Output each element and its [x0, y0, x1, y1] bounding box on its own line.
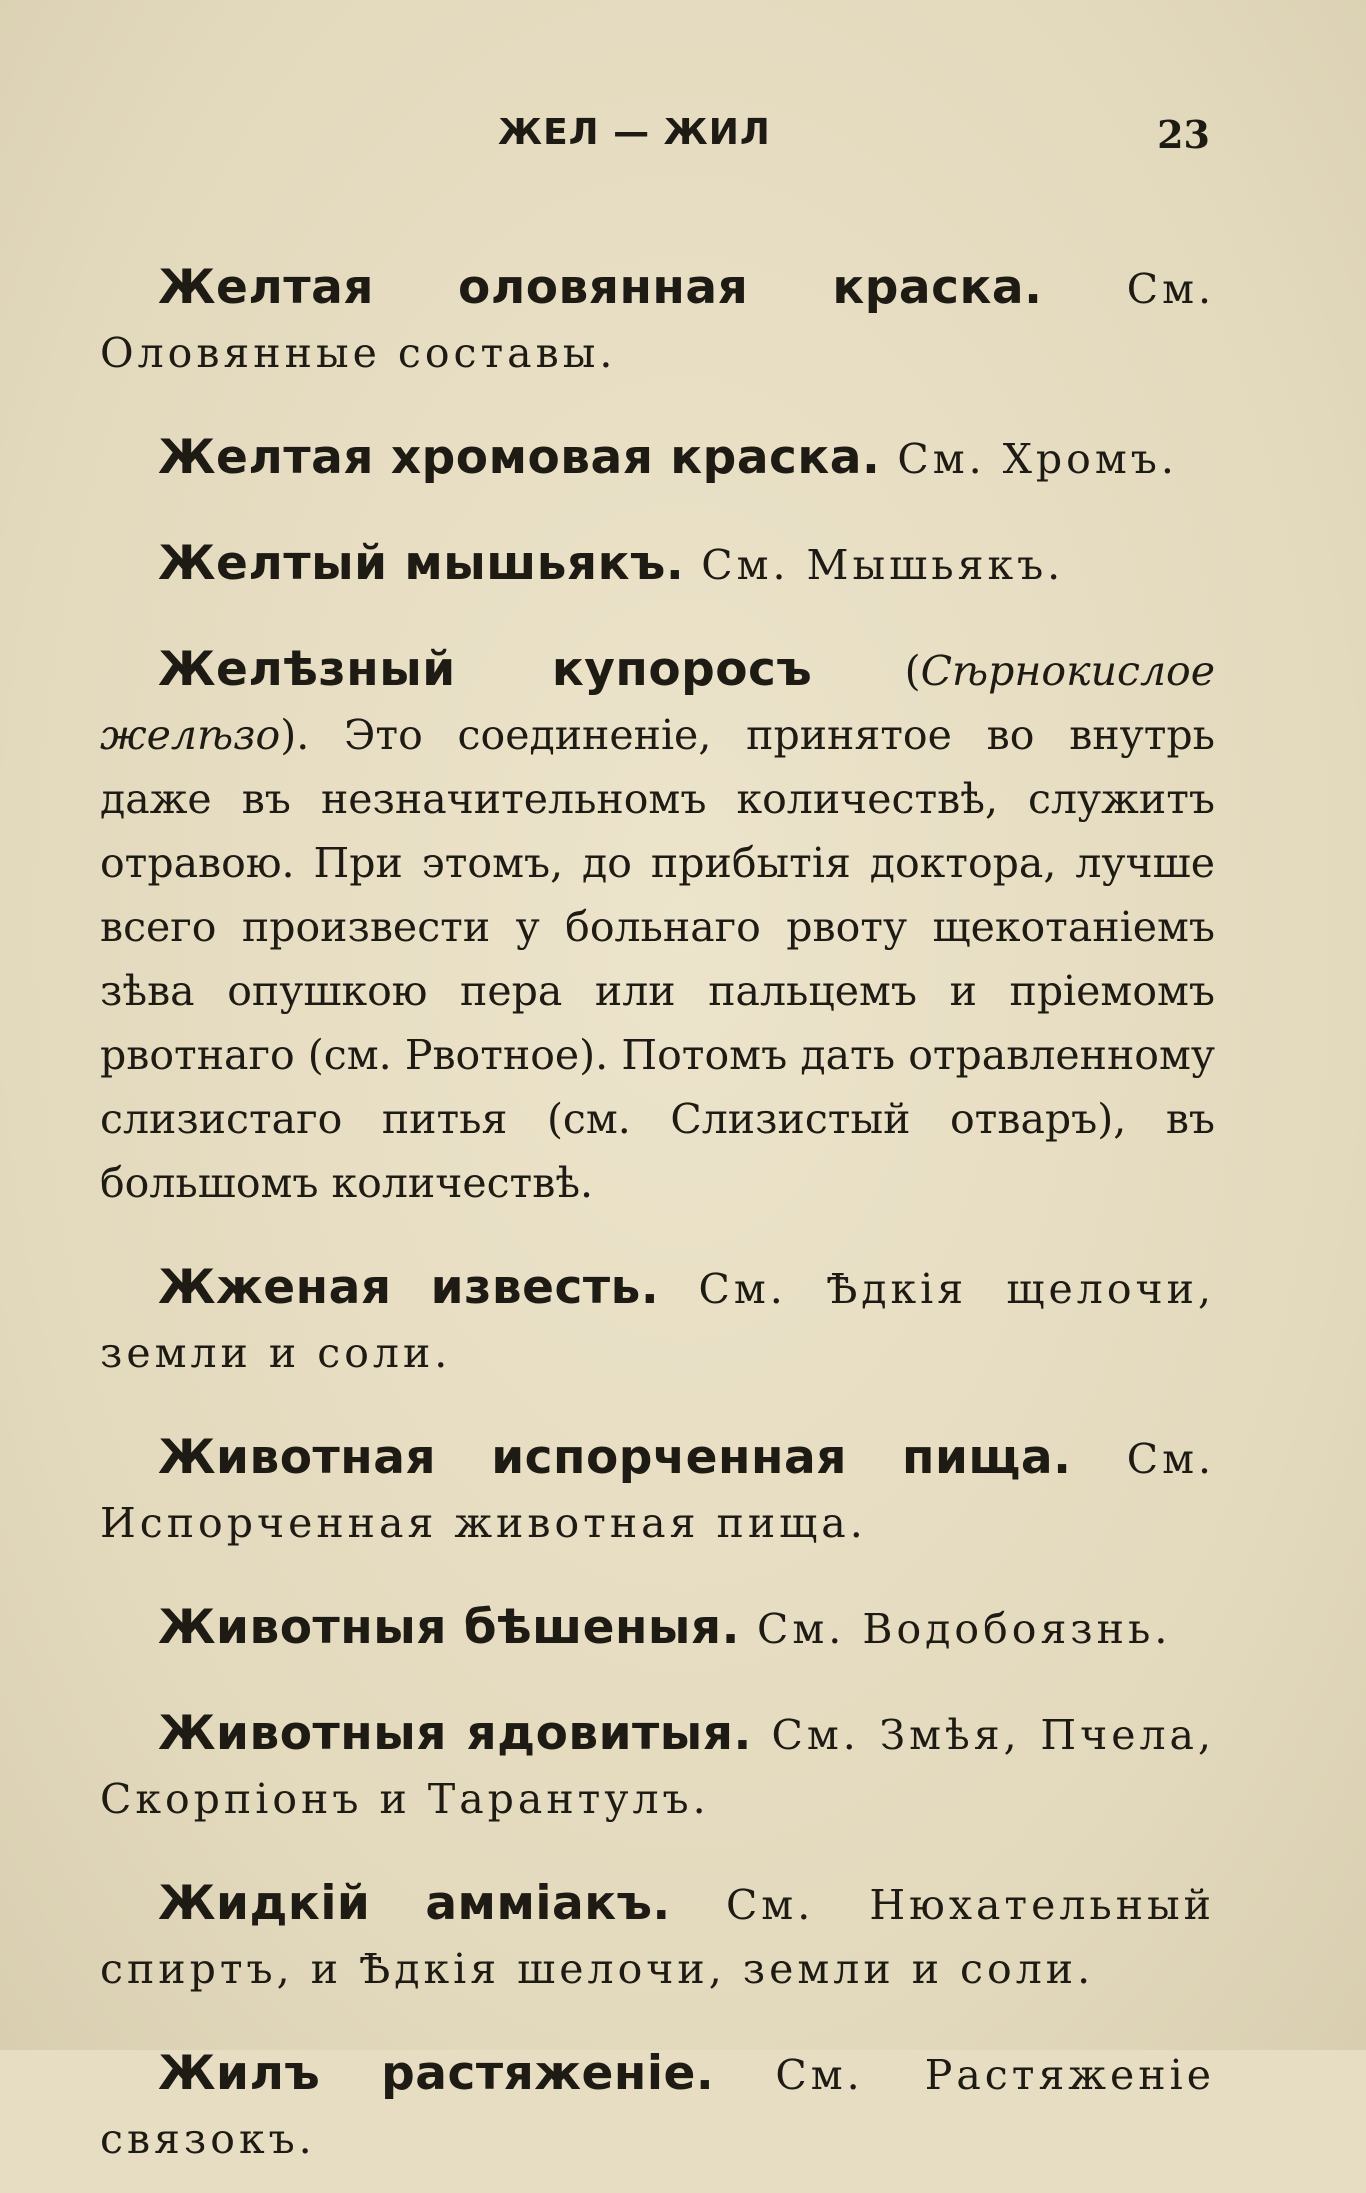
entry-text: См. Растяженіе связокъ. — [100, 2051, 1215, 2163]
entry-headword: Желтая оловянная краска. — [158, 260, 1043, 315]
entry-headword: Жженая известь. — [158, 1260, 660, 1315]
entry-text: См. Змѣя, Пчела, Скорпіонъ и Тарантулъ. — [100, 1711, 1215, 1823]
page-number: 23 — [1157, 112, 1210, 157]
entry-zhivotnyya-yadovityya — [100, 1702, 1215, 1831]
entry-paren-open: ( — [812, 647, 921, 695]
entry-text: ). Это соединеніе, принятое во внутрь даже въ незначительномъ количествѣ, служитъ отравою. При этомъ, до прибытія доктора, лучше всего произвести у больнаго рвоту щекотаніемъ зѣва опушкою пера или пальцемъ и пріемомъ рвотнаго (см. Рвотное). Потомъ дать отравленному слизистаго питья (см. Слизистый отваръ), въ большомъ количествѣ. — [100, 711, 1215, 1207]
entry-zheltaya-khromovaya — [100, 426, 1215, 491]
entry-text: См. Водобоязнь. — [739, 1605, 1172, 1653]
entry-zheltaya-olovyannaya — [100, 256, 1215, 385]
entry-zhidkii-ammiak — [100, 1872, 1215, 2001]
entry-zheltyi-myshyak — [100, 532, 1215, 597]
running-head: ЖЕЛ — ЖИЛ — [498, 112, 771, 153]
entry-headword: Животныя ядовитыя. — [158, 1706, 752, 1761]
entry-zhil-rastyazhenie — [100, 2042, 1215, 2171]
entry-headword: Жидкій амміакъ. — [158, 1876, 671, 1931]
entry-text: См. Оловянные составы. — [100, 265, 1216, 377]
entry-text: См. Ѣдкія щелочи, земли и соли. — [100, 1265, 1215, 1377]
entry-zhivotnyya-beshenyya — [100, 1596, 1215, 1661]
entry-headword: Животныя бѣшеныя. — [158, 1600, 740, 1655]
entry-text: См. Мышьякъ. — [684, 541, 1065, 589]
entry-text: См. Испорченная животная пища. — [100, 1435, 1216, 1547]
page-header — [100, 112, 1210, 162]
entry-zhivotnaya-pishcha — [100, 1426, 1215, 1555]
entry-text: См. Нюхательный спиртъ, и Ѣдкія шелочи, земли и соли. — [100, 1881, 1215, 1993]
entry-headword: Желтый мышьякъ. — [158, 536, 685, 591]
entry-zheleznyi-kuporos — [100, 638, 1215, 1215]
entry-headword: Жилъ растяженіе. — [158, 2046, 715, 2101]
entry-headword: Животная испорченная пища. — [158, 1430, 1072, 1485]
entry-headword: Желтая хромовая краска. — [158, 430, 881, 485]
dictionary-body — [100, 215, 1215, 2193]
entry-zhzhenaya-izvest — [100, 1256, 1215, 1385]
entry-headword: Желѣзный купоросъ — [158, 642, 813, 697]
entry-italic: Сѣрнокислое желѣзо — [100, 647, 1215, 759]
entry-text: См. Хромъ. — [880, 435, 1178, 483]
